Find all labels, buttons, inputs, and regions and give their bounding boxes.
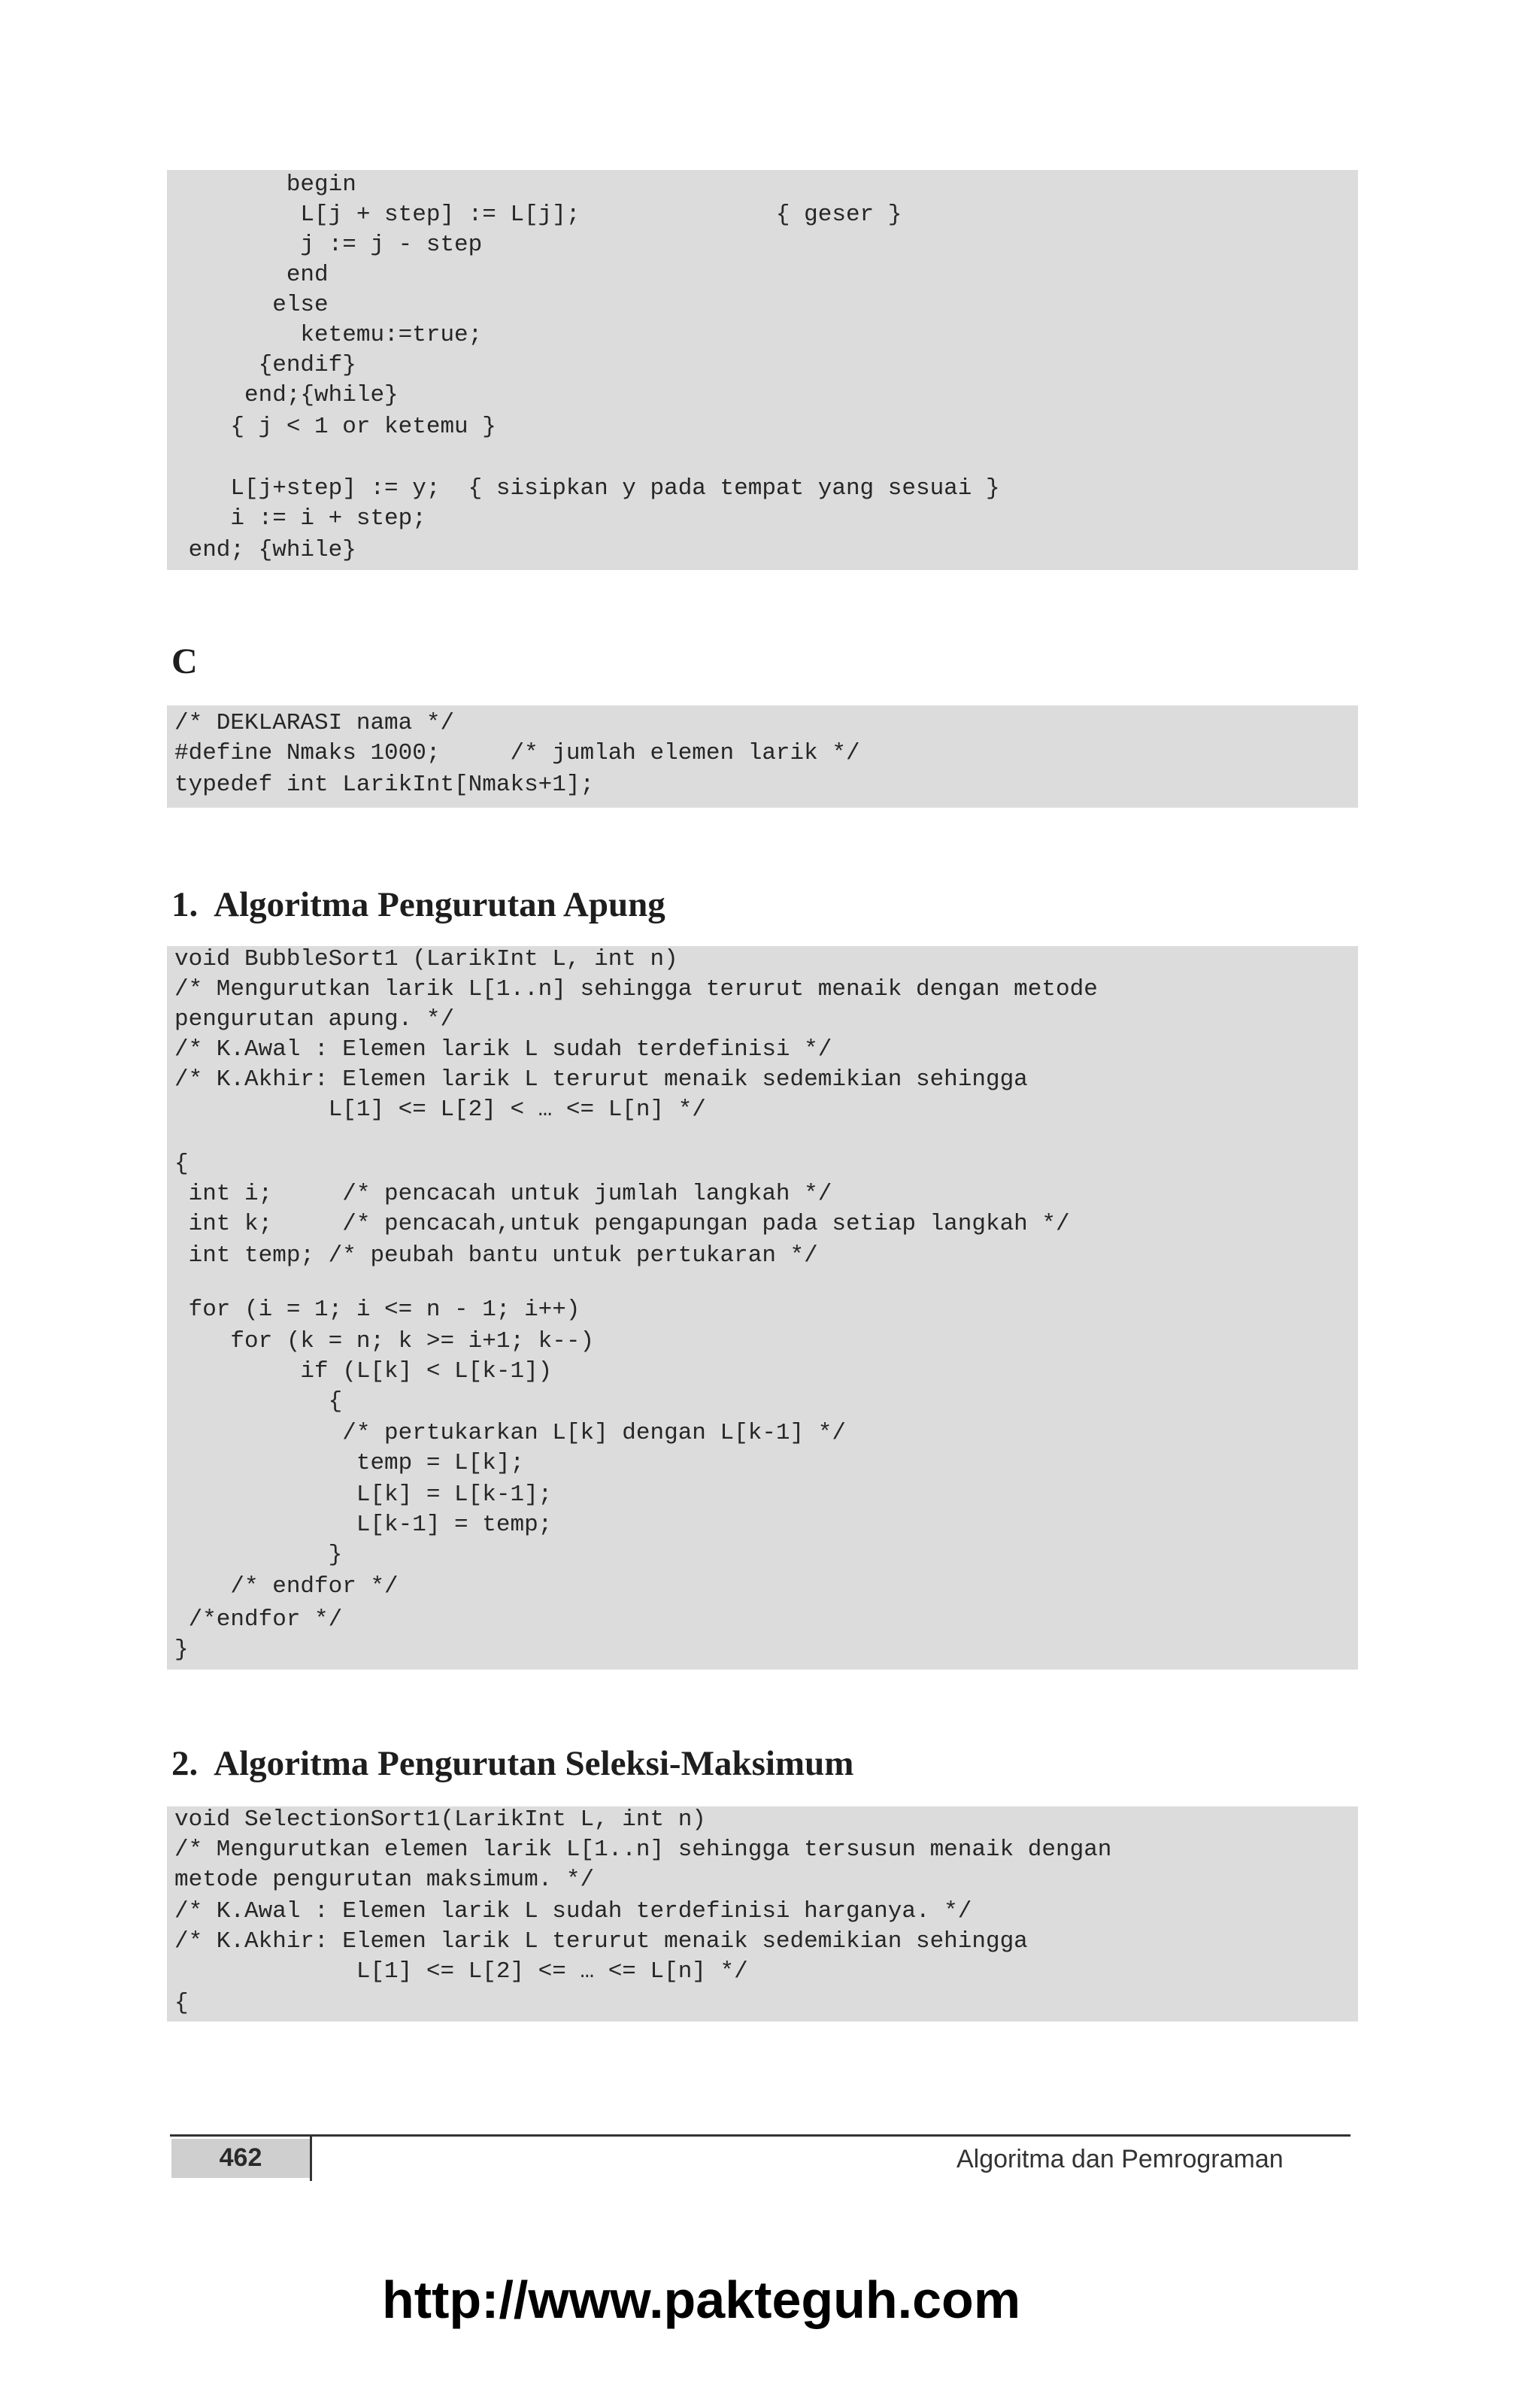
- code-line: end: [174, 262, 329, 288]
- code-line: }: [174, 1542, 343, 1568]
- code-line: {: [174, 1990, 189, 2016]
- code-line: void SelectionSort1(LarikInt L, int n): [174, 1806, 706, 1833]
- code-line: ketemu:=true;: [174, 322, 483, 348]
- code-line: else: [174, 292, 329, 318]
- code-line: }: [174, 1636, 189, 1663]
- code-line: i := i + step;: [174, 505, 426, 532]
- code-line: for (k = n; k >= i+1; k--): [174, 1328, 595, 1354]
- code-line: typedef int LarikInt[Nmaks+1];: [174, 772, 595, 798]
- code-line: int i; /* pencacah untuk jumlah langkah */: [174, 1181, 832, 1207]
- section-c-heading: C: [171, 642, 198, 681]
- book-title: Algoritma dan Pemrograman: [956, 2145, 1284, 2173]
- section-2-heading: 2. Algoritma Pengurutan Seleksi-Maksimum: [171, 1744, 854, 1783]
- code-line: int k; /* pencacah,untuk pengapungan pada setiap langkah */: [174, 1211, 1070, 1237]
- code-line: {endif}: [174, 352, 356, 378]
- code-line: begin: [174, 171, 356, 198]
- code-line: L[1] <= L[2] < … <= L[n] */: [174, 1096, 706, 1123]
- code-line: temp = L[k];: [174, 1450, 525, 1476]
- code-line: L[j + step] := L[j]; { geser }: [174, 202, 902, 228]
- code-line: { j < 1 or ketemu }: [174, 414, 496, 440]
- code-line: {: [174, 1388, 343, 1415]
- code-line: /* Mengurutkan larik L[1..n] sehingga terurut menaik dengan metode: [174, 976, 1098, 1002]
- code-line: L[j+step] := y; { sisipkan y pada tempat yang sesuai }: [174, 475, 1000, 502]
- code-line: end; {while}: [174, 537, 356, 563]
- code-line: /* K.Awal : Elemen larik L sudah terdefinisi */: [174, 1036, 832, 1063]
- code-line: end;{while}: [174, 382, 399, 408]
- code-line: #define Nmaks 1000; /* jumlah elemen larik */: [174, 740, 860, 766]
- code-line: metode pengurutan maksimum. */: [174, 1867, 595, 1893]
- code-line: void BubbleSort1 (LarikInt L, int n): [174, 946, 678, 972]
- code-line: L[1] <= L[2] <= … <= L[n] */: [174, 1958, 748, 1985]
- code-line: /* K.Awal : Elemen larik L sudah terdefinisi harganya. */: [174, 1898, 972, 1925]
- code-line: {: [174, 1151, 189, 1177]
- code-line: if (L[k] < L[k-1]): [174, 1358, 553, 1385]
- code-line: /* K.Akhir: Elemen larik L terurut menaik sedemikian sehingga: [174, 1928, 1028, 1955]
- footer-rule: [170, 2134, 1351, 2137]
- section-1-heading: 1. Algoritma Pengurutan Apung: [171, 885, 665, 924]
- code-line: /* K.Akhir: Elemen larik L terurut menaik sedemikian sehingga: [174, 1066, 1028, 1093]
- footer-divider: [310, 2134, 312, 2181]
- page-number: 462: [171, 2139, 310, 2178]
- code-line: int temp; /* peubah bantu untuk pertukaran */: [174, 1242, 818, 1269]
- code-line: /* endfor */: [174, 1573, 399, 1600]
- watermark-url: http://www.pakteguh.com: [382, 2270, 1021, 2329]
- code-line: L[k] = L[k-1];: [174, 1482, 553, 1508]
- code-line: j := j - step: [174, 232, 483, 258]
- code-line: /* DEKLARASI nama */: [174, 710, 455, 736]
- code-line: /* Mengurutkan elemen larik L[1..n] sehingga tersusun menaik dengan: [174, 1837, 1112, 1863]
- code-line: /*endfor */: [174, 1606, 343, 1633]
- code-line: /* pertukarkan L[k] dengan L[k-1] */: [174, 1420, 846, 1446]
- code-line: pengurutan apung. */: [174, 1006, 455, 1033]
- code-line: L[k-1] = temp;: [174, 1512, 553, 1538]
- code-line: for (i = 1; i <= n - 1; i++): [174, 1297, 581, 1323]
